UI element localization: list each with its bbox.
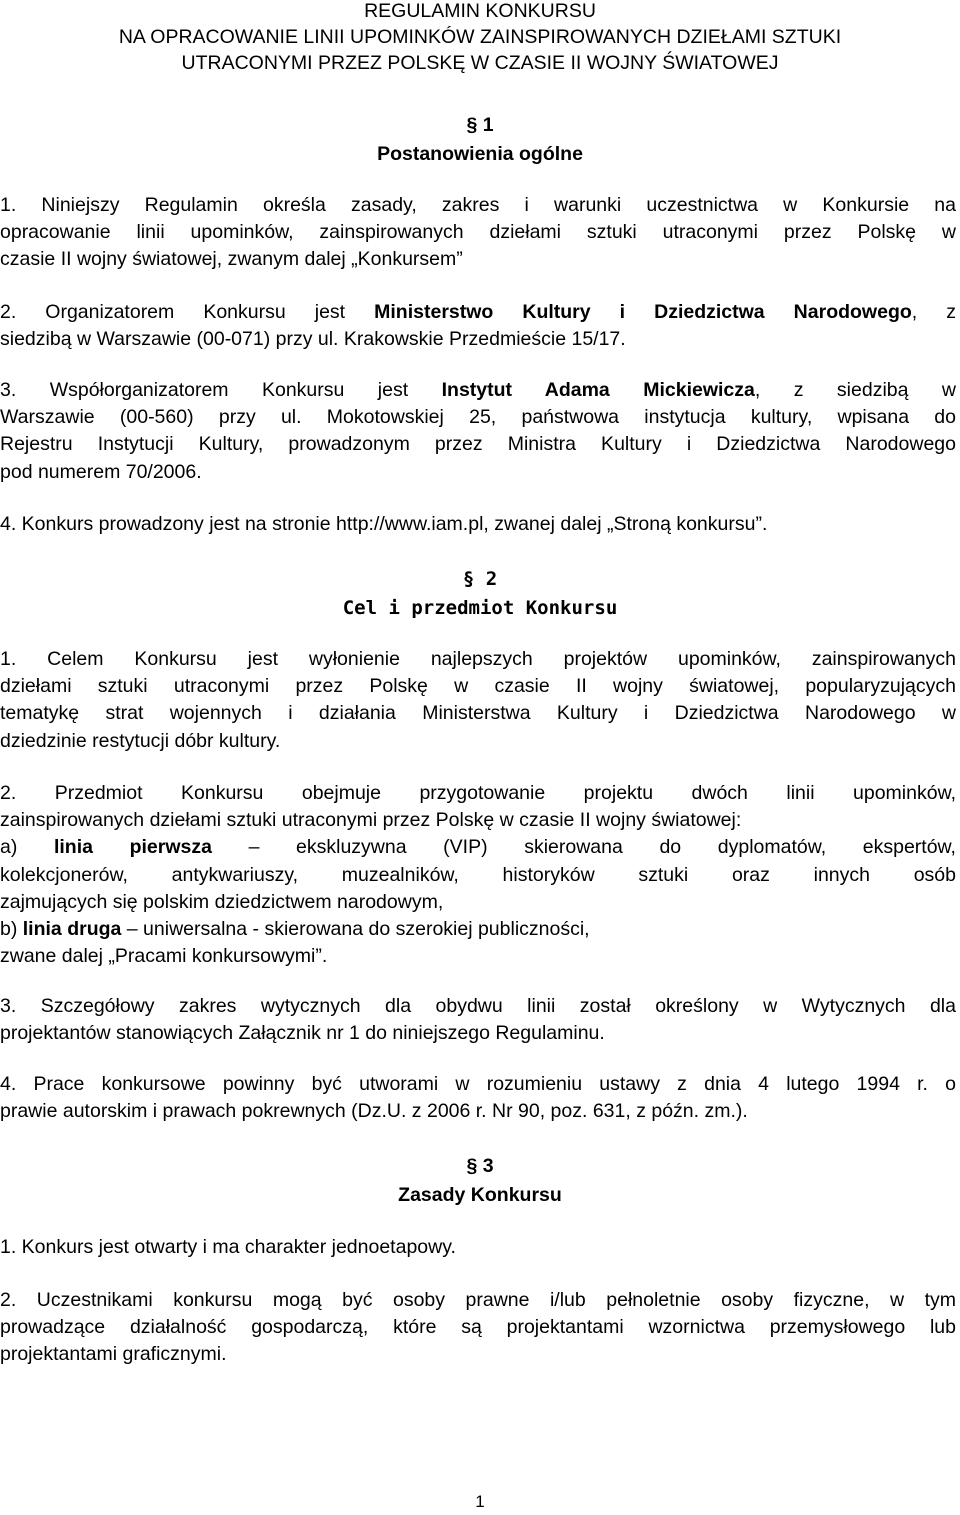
text-line: projektantów stanowiących Załącznik nr 1 do niniejszego Regulaminu. [0, 1022, 605, 1045]
text-run: – ekskluzywna (VIP) skierowana do dyplomatów, ekspertów, [211, 836, 956, 859]
text-run: – uniwersalna - skierowana do szerokiej publiczności, [121, 918, 590, 941]
text-line: zainspirowanych dziełami sztuki utraconymi przez Polskę w czasie II wojny światowej: [0, 809, 742, 832]
text-line: kolekcjonerów, antykwariuszy, muzealników, historyków sztuki oraz innych osób [0, 863, 956, 886]
section-3-heading: Zasady Konkursu [398, 1184, 562, 1206]
section-1-paragraph-3 [0, 377, 956, 486]
section-2-paragraph-4 [0, 1071, 956, 1125]
text-line: 1. Konkurs jest otwarty i ma charakter jednoetapowy. [0, 1236, 456, 1258]
text-line: opracowanie linii upominków, zainspirowanych dziełami sztuki utraconymi przez Polskę w [0, 221, 956, 244]
text-line: prawie autorskim i prawach pokrewnych (Dz.U. z 2006 r. Nr 90, poz. 631, z późn. zm.). [0, 1100, 748, 1123]
text-line: zajmujących się polskim dziedzictwem narodowym, [0, 890, 444, 913]
text-line: 4. Konkurs prowadzony jest na stronie http://www.iam.pl, zwanej dalej „Stroną konkursu”. [0, 513, 768, 535]
text-run: a) [0, 836, 54, 859]
section-1-paragraph-1 [0, 192, 956, 274]
text-line: Warszawie (00-560) przy ul. Mokotowskiej 25, państwowa instytucja kultury, wpisana do [0, 406, 956, 429]
text-line [0, 377, 956, 404]
text-line [0, 834, 956, 861]
section-2-header [0, 565, 960, 623]
text-line: siedzibą w Warszawie (00-071) przy ul. Krakowskie Przedmieście 15/17. [0, 328, 626, 351]
section-2-paragraph-3 [0, 993, 956, 1047]
text-line: tematykę strat wojennych i działania Ministerstwa Kultury i Dziedzictwa Narodowego w [0, 702, 956, 725]
text-line: 2. Uczestnikami konkursu mogą być osoby prawne i/lub pełnoletnie osoby fizyczne, w tym [0, 1289, 956, 1311]
line-one-label: linia pierwsza [53, 836, 212, 859]
line-two-label: linia druga [22, 918, 122, 941]
text-run: b) [0, 918, 23, 941]
section-1-paragraph-4 [0, 511, 956, 538]
title-line-1: REGULAMIN KONKURSU [364, 0, 596, 22]
organizer-name: Ministerstwo Kultury i Dziedzictwa Narodowego [374, 301, 912, 323]
section-1-heading: Postanowienia ogólne [377, 143, 583, 165]
section-2-paragraph-1 [0, 646, 956, 755]
text-line: 3. Szczegółowy zakres wytycznych dla obydwu linii został określony w Wytycznych dla [0, 995, 956, 1017]
text-line: czasie II wojny światowej, zwanym dalej „Konkursem” [0, 248, 463, 271]
section-3-paragraph-2 [0, 1287, 956, 1369]
title-line-2: NA OPRACOWANIE LINII UPOMINKÓW ZAINSPIROWANYCH DZIEŁAMI SZTUKI [118, 26, 842, 48]
text-line: 2. Przedmiot Konkursu obejmuje przygotowanie projektu dwóch linii upominków, [0, 782, 956, 804]
section-1-header [0, 111, 960, 169]
section-3-symbol: § 3 [466, 1155, 494, 1177]
section-2-symbol: § 2 [462, 568, 498, 590]
text-line: zwane dalej „Pracami konkursowymi”. [0, 945, 328, 968]
section-2-heading: Cel i przedmiot Konkursu [342, 597, 618, 619]
section-3-header [0, 1152, 960, 1210]
text-run: , z siedzibą w [754, 379, 956, 401]
text-line: 4. Prace konkursowe powinny być utworami w rozumieniu ustawy z dnia 4 lutego 1994 r. o [0, 1073, 956, 1095]
text-line: 1. Celem Konkursu jest wyłonienie najlepszych projektów upominków, zainspirowanych [0, 648, 956, 670]
section-1-symbol: § 1 [466, 114, 494, 136]
text-run: , z [911, 301, 956, 323]
text-line: dziełami sztuki utraconymi przez Polskę w czasie II wojny światowej, popularyzujących [0, 675, 956, 698]
section-3-paragraph-1 [0, 1234, 956, 1261]
co-organizer-name: Instytut Adama Mickiewicza [441, 379, 755, 401]
text-line: dziedzinie restytucji dóbr kultury. [0, 729, 281, 752]
text-run: 2. Organizatorem Konkursu jest [0, 301, 375, 323]
document-title [0, 0, 960, 76]
text-line [0, 299, 956, 326]
text-line: Rejestru Instytucji Kultury, prowadzonym przez Ministra Kultury i Dziedzictwa Narodowego [0, 433, 956, 456]
text-line: prowadzące działalność gospodarczą, które są projektantami wzornictwa przemysłowego lub [0, 1316, 956, 1339]
page-number: 1 [475, 1492, 485, 1511]
section-2-paragraph-2 [0, 780, 956, 970]
section-1-paragraph-2 [0, 299, 956, 353]
text-line: pod numerem 70/2006. [0, 460, 202, 483]
text-line: 1. Niniejszy Regulamin określa zasady, zakres i warunki uczestnictwa w Konkursie na [0, 194, 956, 216]
text-line [0, 916, 956, 943]
text-run: 3. Współorganizatorem Konkursu jest [0, 379, 442, 401]
text-line: projektantami graficznymi. [0, 1343, 227, 1366]
title-line-3: UTRACONYMI PRZEZ POLSKĘ W CZASIE II WOJNY ŚWIATOWEJ [181, 52, 779, 74]
